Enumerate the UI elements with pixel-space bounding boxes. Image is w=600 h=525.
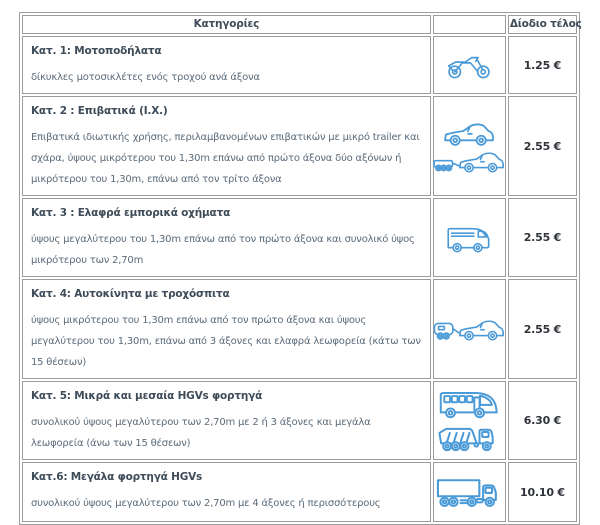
vehicle-icon-stack bbox=[434, 220, 505, 256]
vehicle-icon-stack bbox=[434, 48, 505, 83]
table-body bbox=[22, 36, 577, 522]
category-cell bbox=[22, 462, 431, 522]
table-header-row bbox=[22, 15, 577, 34]
vehicle-icon-cell bbox=[433, 462, 506, 522]
table-row bbox=[22, 36, 577, 94]
vehicle-icon-stack bbox=[434, 314, 505, 344]
vehicle-icon-cell bbox=[433, 198, 506, 277]
table-row bbox=[22, 96, 577, 196]
dump-truck-icon bbox=[437, 422, 501, 453]
category-description: Επιβατικά ιδιωτικής χρήσης, περιλαμβανομένων επιβατικών με μικρό trailer και σχάρα, ύψους μικρότερου του 1,30m επάνω από πρώτο άξονα δύο αξόνων ή μικρότερου του 1,30m, επάνω από τον τρίτο άξονα bbox=[31, 132, 420, 185]
table-row bbox=[22, 381, 577, 460]
category-cell bbox=[22, 36, 431, 94]
table-row bbox=[22, 198, 577, 277]
toll-price: 1.25 € bbox=[508, 36, 577, 94]
category-title: Κατ. 4: Αυτοκίνητα με τροχόσπιτα bbox=[31, 288, 230, 300]
table-row bbox=[22, 279, 577, 379]
category-cell bbox=[22, 96, 431, 196]
column-header-categories: Κατηγορίες bbox=[22, 15, 431, 34]
toll-price: 2.55 € bbox=[508, 279, 577, 379]
toll-price: 2.55 € bbox=[508, 198, 577, 277]
category-description: δίκυκλες μοτοσικλέτες ενός τροχού ανά άξονα bbox=[31, 72, 260, 83]
car-icon bbox=[443, 120, 495, 146]
vehicle-icon-stack bbox=[434, 473, 505, 511]
vehicle-icon-cell bbox=[433, 96, 506, 196]
toll-price: 6.30 € bbox=[508, 381, 577, 460]
category-title: Κατ. 2 : Επιβατικά (Ι.Χ.) bbox=[31, 105, 168, 117]
vehicle-icon-cell bbox=[433, 36, 506, 94]
category-cell bbox=[22, 381, 431, 460]
vehicle-icon-stack bbox=[434, 117, 505, 176]
toll-price: 10.10 € bbox=[508, 462, 577, 522]
category-title: Κατ.6: Μεγάλα φορτηγά HGVs bbox=[31, 471, 203, 483]
bus-icon bbox=[438, 389, 500, 419]
vehicle-icon-cell bbox=[433, 279, 506, 379]
category-cell bbox=[22, 279, 431, 379]
category-title: Κατ. 5: Μικρά και μεσαία HGVs φορτηγά bbox=[31, 390, 263, 402]
category-description: συνολικού ύψους μεγαλύτερου των 2,70m με 4 άξονες ή περισσότερους bbox=[31, 498, 381, 509]
column-header-icons bbox=[433, 15, 506, 34]
car-with-trailer-icon bbox=[433, 149, 505, 173]
motorcycle-icon bbox=[445, 51, 493, 80]
toll-categories-table bbox=[19, 12, 580, 525]
column-header-toll-fee: Δίοδιο τέλος bbox=[508, 15, 577, 34]
category-title: Κατ. 1: Μοτοποδήλατα bbox=[31, 45, 162, 57]
vehicle-icon-stack bbox=[434, 386, 505, 456]
table-row bbox=[22, 462, 577, 522]
van-icon bbox=[446, 223, 492, 253]
vehicle-icon-cell bbox=[433, 381, 506, 460]
caravan-with-car-icon bbox=[433, 317, 505, 341]
category-title: Κατ. 3 : Ελαφρά εμπορικά οχήματα bbox=[31, 207, 231, 219]
toll-price: 2.55 € bbox=[508, 96, 577, 196]
category-description: ύψους μεγαλύτερου του 1,30m επάνω από τον πρώτο άξονα και συνολικό ύψος μικρότερου των 2,70m bbox=[31, 234, 415, 266]
category-description: ύψους μικρότερου του 1,30m επάνω από τον πρώτο άξονα και ύψους μεγαλύτερου του 1,30m, επάνω από 3 άξονες και ελαφρά λεωφορεία (κάτω των 15 θέσεων) bbox=[31, 315, 421, 368]
category-description: συνολικού ύψους μεγαλύτερου των 2,70m με 2 ή 3 άξονες και μεγάλα λεωφορεία (άνω των 15 θέσεων) bbox=[31, 417, 371, 449]
category-cell bbox=[22, 198, 431, 277]
semi-truck-icon bbox=[436, 476, 502, 508]
